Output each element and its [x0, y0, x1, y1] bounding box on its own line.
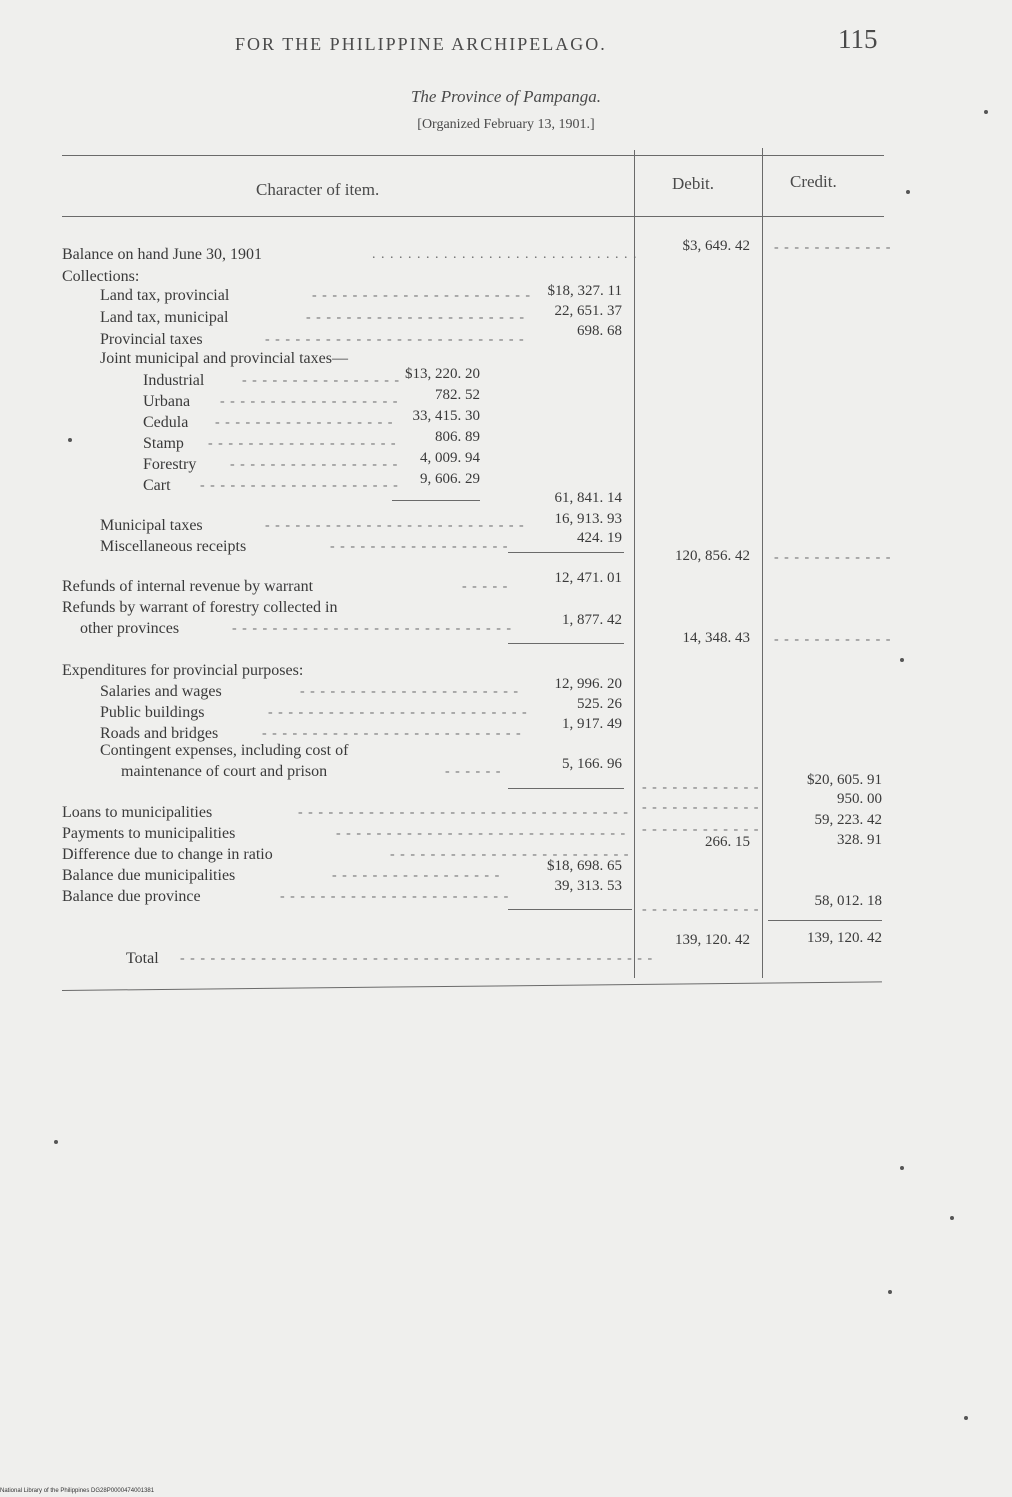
column-divider-credit [762, 148, 763, 978]
debit-blank-dots: - - - - - - - - - - - - [642, 800, 760, 815]
row-label-stamp: Stamp [143, 435, 184, 452]
scan-speck [54, 1140, 58, 1144]
amount-cedula: 33, 415. 30 [412, 408, 480, 424]
amount-public-buildings: 525. 26 [577, 696, 622, 712]
row-label-industrial: Industrial [143, 372, 205, 389]
amount-municipal-taxes: 16, 913. 93 [554, 511, 622, 527]
leader-dots: - - - - - - - - - - - - - - - - - - - - - - - - [390, 847, 630, 862]
subtotal-rule [508, 643, 624, 644]
leader-dots: - - - - - - - - - - - - - - - - - - - - - - [300, 684, 520, 699]
column-header-credit: Credit. [790, 172, 837, 191]
total-rule-credit [768, 920, 882, 921]
footer-credit: National Library of the Philippines DG28P0000474001381 [0, 1488, 155, 1494]
row-label-land-tax-provincial: Land tax, provincial [100, 287, 230, 304]
subtotal-rule [508, 909, 632, 910]
credit-total: 139, 120. 42 [807, 930, 882, 946]
running-head: FOR THE PHILIPPINE ARCHIPELAGO. [235, 34, 607, 54]
row-label-cart: Cart [143, 477, 171, 494]
row-label-loans: Loans to municipalities [62, 804, 213, 821]
row-label-cedula: Cedula [143, 414, 189, 431]
organized-date: [Organized February 13, 1901.] [417, 117, 595, 132]
amount-joint-subtotal: 61, 841. 14 [554, 490, 622, 506]
row-label-forestry: Forestry [143, 456, 197, 473]
row-label-payments: Payments to municipalities [62, 825, 236, 842]
leader-dots: - - - - - - - - - - - - - - - - [242, 373, 401, 388]
scan-speck [984, 110, 988, 114]
row-label-expenditures: Expenditures for provincial purposes: [62, 662, 304, 679]
table-bottom-rule [62, 981, 882, 991]
row-label-provincial-taxes: Provincial taxes [100, 331, 203, 348]
row-label-salaries: Salaries and wages [100, 683, 222, 700]
debit-total: 139, 120. 42 [675, 932, 750, 948]
credit-blank-dots: - - - - - - - - - - - - [774, 240, 892, 255]
row-label-municipal-taxes: Municipal taxes [100, 517, 203, 534]
leader-dots: - - - - - - - - - - - - - - - - - - - - - - - - - - - - - - - - - - - - - - - - - - - - - - - [180, 951, 654, 966]
leader-dots: - - - - - - - - - - - - - - - - - - - - - - - - - - [268, 705, 528, 720]
scan-speck [964, 1416, 968, 1420]
column-header-debit: Debit. [672, 174, 715, 193]
leader-dots: - - - - - - - - - - - - - - - - - [332, 868, 501, 883]
leader-dots: - - - - - - - - - - - - - - - - - - - - - - [312, 288, 532, 303]
credit-loans: 950. 00 [837, 791, 882, 807]
leader-dots: - - - - - [462, 579, 509, 594]
row-label-balance-on-hand: Balance on hand June 30, 1901 [62, 246, 262, 263]
row-label-refunds-warrant: Refunds of internal revenue by warrant [62, 578, 314, 595]
credit-balance-province: 58, 012. 18 [814, 893, 882, 909]
leader-dots: - - - - - - - - - - - - - - - - - - - - - - - - - - [262, 726, 522, 741]
leader-dots: - - - - - - - - - - - - - - - - - - - - - - - - - - [265, 518, 525, 533]
amount-cart: 9, 606. 29 [420, 471, 480, 487]
province-title: The Province of Pampanga. [410, 87, 602, 106]
amount-stamp: 806. 89 [435, 429, 480, 445]
leader-dots: - - - - - - - - - - - - - - - - - - - - - - - - - - - - - - - - - [298, 805, 629, 820]
leader-dots: - - - - - - - - - - - - - - - - - - - - - - - - - - - - - [336, 826, 627, 841]
row-label-refunds-forestry: Refunds by warrant of forestry collected in [62, 599, 338, 616]
scan-speck [888, 1290, 892, 1294]
page-number: 115 [838, 24, 878, 54]
credit-expenditures-total: $20, 605. 91 [807, 772, 882, 788]
debit-blank-dots: - - - - - - - - - - - - [642, 902, 760, 917]
scan-speck [900, 658, 904, 662]
amount-land-tax-provincial: $18, 327. 11 [547, 283, 622, 299]
row-label-collections: Collections: [62, 268, 140, 285]
table-top-rule [62, 155, 884, 156]
row-label-difference: Difference due to change in ratio [62, 846, 273, 863]
amount-refunds-forestry: 1, 877. 42 [562, 612, 622, 628]
leader-dots: - - - - - - - - - - - - - - - - - - - - [200, 478, 399, 493]
amount-balance-province: 39, 313. 53 [554, 878, 622, 894]
debit-difference: 266. 15 [705, 834, 750, 850]
row-label-public-buildings: Public buildings [100, 704, 205, 721]
scan-speck [900, 1166, 904, 1170]
subtotal-rule [392, 500, 480, 501]
row-label-refunds-forestry-cont: other provinces [80, 620, 180, 637]
row-label-contingent-cont: maintenance of court and prison [121, 763, 328, 780]
amount-contingent: 5, 166. 96 [562, 756, 622, 772]
amount-land-tax-municipal: 22, 651. 37 [554, 303, 622, 319]
leader-dots: - - - - - - - - - - - - - - - - - - - - - - [306, 310, 526, 325]
column-header-item: Character of item. [256, 180, 380, 199]
amount-refunds-warrant: 12, 471. 01 [554, 570, 622, 586]
leader-dots: . . . . . . . . . . . . . . . . . . . . . . . . . . . . . . [372, 247, 638, 262]
column-divider-debit [634, 150, 635, 978]
row-label-total: Total [126, 950, 159, 967]
amount-roads-bridges: 1, 917. 49 [562, 716, 622, 732]
leader-dots: - - - - - - - - - - - - - - - - - - - - - - - - - - [265, 332, 525, 347]
scan-speck [906, 190, 910, 194]
row-label-urbana: Urbana [143, 393, 191, 410]
row-label-miscellaneous: Miscellaneous receipts [100, 538, 247, 555]
credit-difference: 328. 91 [837, 832, 882, 848]
amount-salaries: 12, 996. 20 [554, 676, 622, 692]
debit-refunds-total: 14, 348. 43 [682, 630, 750, 646]
amount-industrial: $13, 220. 20 [405, 366, 480, 382]
row-label-balance-province: Balance due province [62, 888, 201, 905]
row-label-roads-bridges: Roads and bridges [100, 725, 219, 742]
leader-dots: - - - - - - - - - - - - - - - - - - - [208, 436, 397, 451]
debit-blank-dots: - - - - - - - - - - - - [642, 822, 760, 837]
amount-forestry: 4, 009. 94 [420, 450, 480, 466]
leader-dots: - - - - - - - - - - - - - - - - - - - - - - - [280, 889, 510, 904]
credit-blank-dots: - - - - - - - - - - - - [774, 550, 892, 565]
leader-dots: - - - - - - [445, 764, 502, 779]
header-bottom-rule [62, 216, 884, 217]
leader-dots: - - - - - - - - - - - - - - - - - - [330, 539, 509, 554]
leader-dots: - - - - - - - - - - - - - - - - - [230, 457, 399, 472]
amount-miscellaneous: 424. 19 [577, 530, 622, 546]
amount-urbana: 782. 52 [435, 387, 480, 403]
leader-dots: - - - - - - - - - - - - - - - - - - [215, 415, 394, 430]
row-label-land-tax-municipal: Land tax, municipal [100, 309, 229, 326]
amount-balance-municipalities: $18, 698. 65 [547, 858, 622, 874]
credit-payments: 59, 223. 42 [814, 812, 882, 828]
row-label-balance-municipalities: Balance due municipalities [62, 867, 236, 884]
amount-provincial-taxes: 698. 68 [577, 323, 622, 339]
scan-speck [68, 438, 72, 442]
leader-dots: - - - - - - - - - - - - - - - - - - [220, 394, 399, 409]
debit-collections-total: 120, 856. 42 [675, 548, 750, 564]
credit-blank-dots: - - - - - - - - - - - - [774, 632, 892, 647]
debit-balance-on-hand: $3, 649. 42 [682, 238, 750, 254]
row-label-joint-taxes: Joint municipal and provincial taxes— [100, 350, 348, 367]
leader-dots: - - - - - - - - - - - - - - - - - - - - - - - - - - - - [232, 621, 513, 636]
subtotal-rule [508, 552, 624, 553]
scan-speck [950, 1216, 954, 1220]
subtotal-rule [508, 788, 624, 789]
row-label-contingent: Contingent expenses, including cost of [100, 742, 349, 759]
debit-blank-dots: - - - - - - - - - - - - [642, 780, 760, 795]
